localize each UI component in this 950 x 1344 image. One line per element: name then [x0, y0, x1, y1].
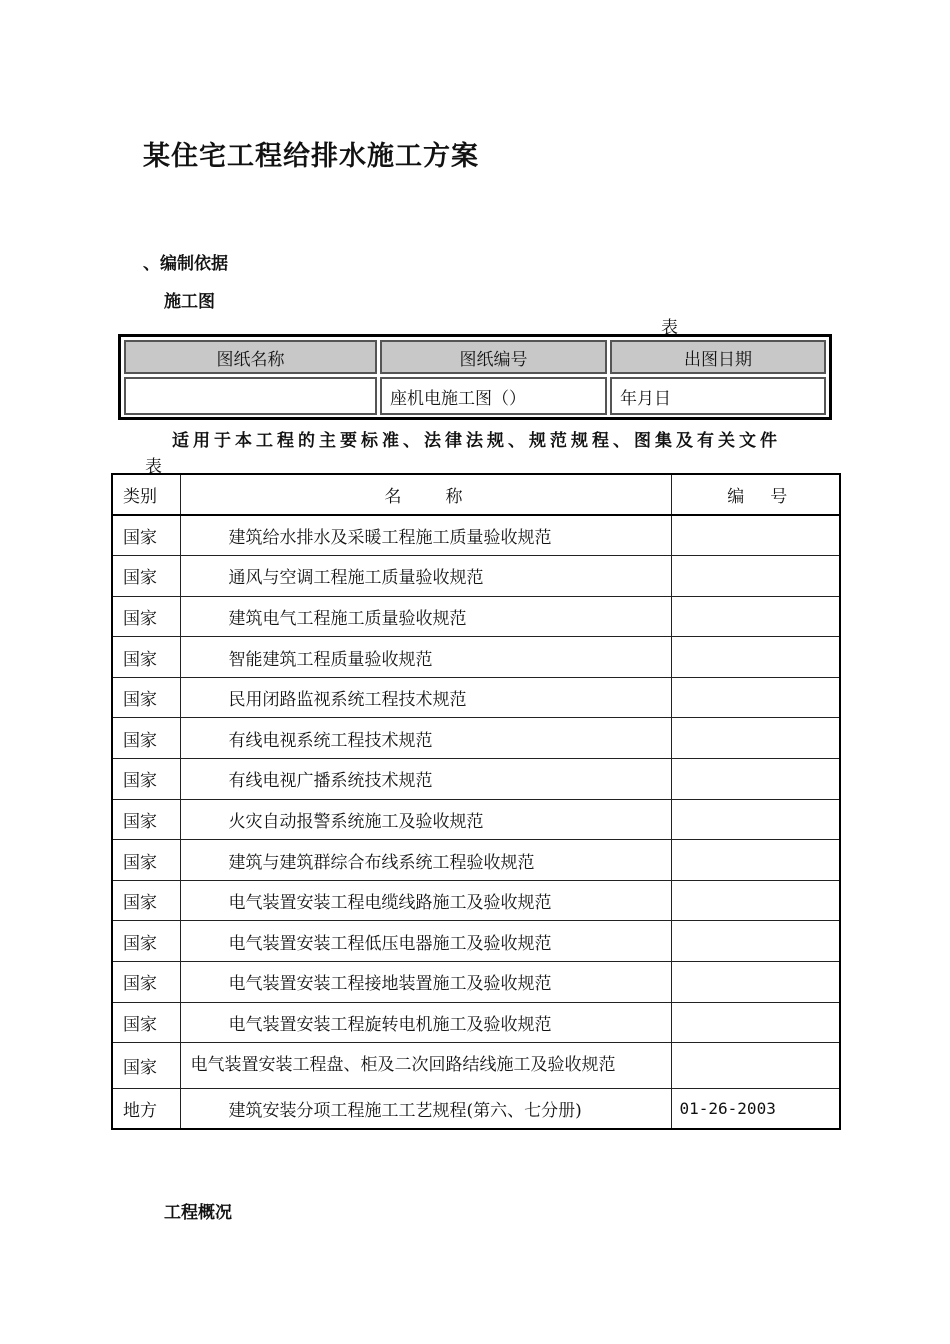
subsection-heading-drawings: 施工图 — [164, 292, 215, 312]
table-row — [112, 840, 840, 881]
cell-name: 建筑安装分项工程施工工艺规程(第六、七分册) — [180, 1089, 671, 1130]
table-row — [124, 377, 826, 415]
cell-category: 国家 — [112, 799, 180, 840]
cell-category: 国家 — [112, 718, 180, 759]
cell-category: 国家 — [112, 840, 180, 881]
cell-code: 01-26-2003 — [671, 1089, 840, 1130]
table-row — [112, 677, 840, 718]
cell-drawing-number: 座机电施工图（） — [380, 377, 607, 415]
cell-category: 国家 — [112, 596, 180, 637]
table-row — [112, 556, 840, 597]
cell-name: 民用闭路监视系统工程技术规范 — [180, 677, 671, 718]
cell-category: 国家 — [112, 515, 180, 556]
cell-name: 电气装置安装工程盘、柜及二次回路结线施工及验收规范 — [180, 1043, 671, 1089]
cell-name: 通风与空调工程施工质量验收规范 — [180, 556, 671, 597]
table-row — [112, 515, 840, 556]
cell-code — [671, 962, 840, 1003]
table-row — [112, 596, 840, 637]
cell-code — [671, 840, 840, 881]
drawings-table — [118, 334, 832, 420]
cell-code — [671, 677, 840, 718]
table-header-row — [112, 474, 840, 515]
table-row — [112, 962, 840, 1003]
header-drawing-name: 图纸名称 — [124, 340, 377, 374]
cell-name: 智能建筑工程质量验收规范 — [180, 637, 671, 678]
table-row — [112, 759, 840, 800]
table-header-row — [124, 340, 826, 374]
table-row — [112, 799, 840, 840]
header-issue-date: 出图日期 — [610, 340, 826, 374]
cell-category: 国家 — [112, 880, 180, 921]
cell-code — [671, 637, 840, 678]
cell-name: 火灾自动报警系统施工及验收规范 — [180, 799, 671, 840]
cell-category: 国家 — [112, 556, 180, 597]
cell-code — [671, 921, 840, 962]
table-row — [112, 1002, 840, 1043]
cell-category: 国家 — [112, 759, 180, 800]
cell-code — [671, 880, 840, 921]
table-row — [112, 718, 840, 759]
header-drawing-number: 图纸编号 — [380, 340, 607, 374]
cell-issue-date: 年月日 — [610, 377, 826, 415]
cell-name: 电气装置安装工程低压电器施工及验收规范 — [180, 921, 671, 962]
standards-table — [111, 473, 841, 1130]
cell-category: 国家 — [112, 677, 180, 718]
cell-name: 有线电视广播系统技术规范 — [180, 759, 671, 800]
cell-code — [671, 759, 840, 800]
section-heading-overview: 工程概况 — [164, 1203, 232, 1223]
table2-caption: 适用于本工程的主要标准、法律法规、规范规程、图集及有关文件 — [172, 431, 781, 451]
header-name: 名称 — [180, 474, 671, 515]
table-row — [112, 1089, 840, 1130]
cell-name: 建筑电气工程施工质量验收规范 — [180, 596, 671, 637]
table-row — [112, 921, 840, 962]
table-row — [112, 1043, 840, 1089]
document-title: 某住宅工程给排水施工方案 — [143, 141, 479, 172]
cell-category: 国家 — [112, 1043, 180, 1089]
cell-code — [671, 1043, 840, 1089]
table1-label: 表 — [661, 318, 678, 338]
header-code: 编号 — [671, 474, 840, 515]
cell-code — [671, 799, 840, 840]
table-row — [112, 637, 840, 678]
cell-name: 电气装置安装工程旋转电机施工及验收规范 — [180, 1002, 671, 1043]
cell-name: 电气装置安装工程电缆线路施工及验收规范 — [180, 880, 671, 921]
cell-code — [671, 556, 840, 597]
cell-name: 有线电视系统工程技术规范 — [180, 718, 671, 759]
cell-category: 地方 — [112, 1089, 180, 1130]
section-heading-basis: 、编制依据 — [143, 254, 228, 274]
cell-drawing-name — [124, 377, 377, 415]
table2-label: 表 — [145, 457, 162, 477]
cell-category: 国家 — [112, 962, 180, 1003]
cell-name: 电气装置安装工程接地装置施工及验收规范 — [180, 962, 671, 1003]
header-category: 类别 — [112, 474, 180, 515]
cell-code — [671, 718, 840, 759]
cell-category: 国家 — [112, 637, 180, 678]
cell-category: 国家 — [112, 1002, 180, 1043]
table-row — [112, 880, 840, 921]
cell-name: 建筑给水排水及采暖工程施工质量验收规范 — [180, 515, 671, 556]
cell-code — [671, 596, 840, 637]
cell-category: 国家 — [112, 921, 180, 962]
cell-code — [671, 515, 840, 556]
cell-code — [671, 1002, 840, 1043]
cell-name: 建筑与建筑群综合布线系统工程验收规范 — [180, 840, 671, 881]
